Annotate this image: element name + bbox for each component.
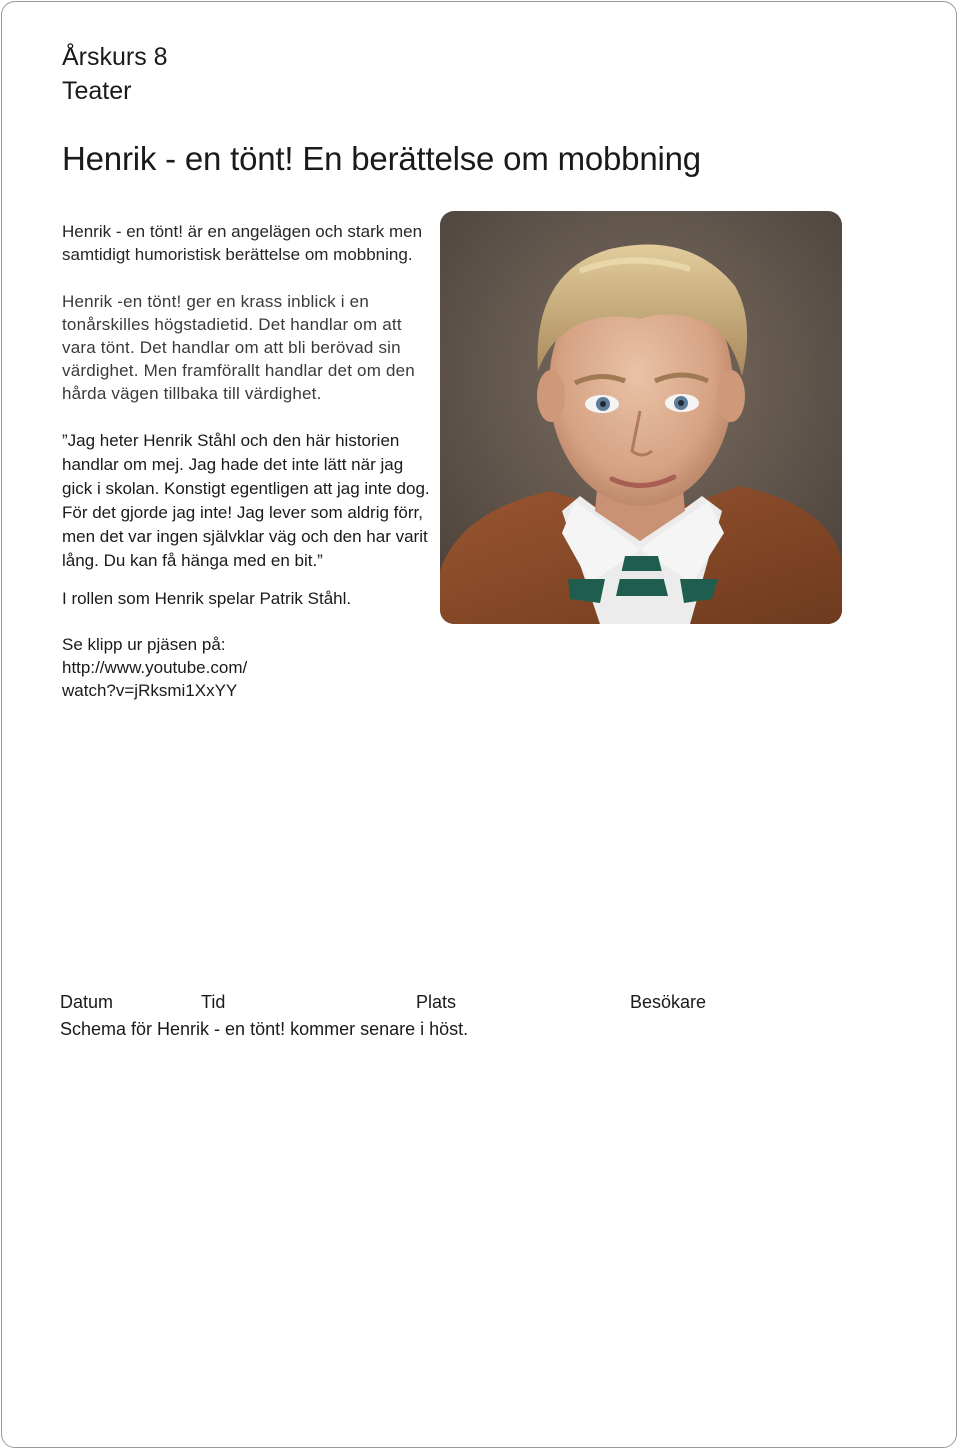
clip-paragraph: [62, 633, 434, 702]
schedule-column-date: Datum: [60, 992, 114, 1012]
portrait-photo: [440, 211, 842, 624]
cast-paragraph: I rollen som Henrik spelar Patrik Ståhl.: [62, 589, 352, 609]
schedule-header-row: [60, 992, 760, 1018]
grade-label: Årskurs 8: [62, 43, 168, 71]
clip-link-line1[interactable]: http://www.youtube.com/: [62, 658, 248, 678]
subject-label: Teater: [62, 77, 132, 105]
clip-label: Se klipp ur pjäsen på:: [62, 635, 226, 655]
page-title: Henrik - en tönt! En berättelse om mobbning: [62, 140, 701, 177]
page-header: [62, 40, 168, 108]
schedule-column-place: Plats: [416, 992, 457, 1012]
quote-paragraph: ”Jag heter Henrik Ståhl och den här historien handlar om mej. Jag hade det inte lätt när jag gick i skolan. Konstigt egentligen att jag inte dog. För det gjorde jag inte! Jag lever som aldrig förr, men det var ingen självklar väg och den har varit lång. Du kan få hänga med en bit.”: [62, 431, 430, 570]
summary-paragraph: Henrik -en tönt! ger en krass inblick i en tonårskilles högstadietid. Det handlar om att vara tönt. Det handlar om att bli berövad sin värdighet. Men framförallt handlar det om den hårda vägen tillbaka till värdighet.: [62, 292, 415, 403]
page-frame: [1, 1, 957, 1448]
schedule-column-visitors: Besökare: [630, 992, 707, 1012]
description-column: [62, 220, 434, 702]
clip-link-line2[interactable]: watch?v=jRksmi1XxYY: [62, 681, 238, 701]
intro-paragraph: Henrik - en tönt! är en angelägen och stark men samtidigt humoristisk berättelse om mobbning.: [62, 222, 423, 264]
boy-portrait-image: [440, 211, 842, 624]
schedule-note: Schema för Henrik - en tönt! kommer senare i höst.: [60, 1019, 469, 1039]
schedule-column-time: Tid: [201, 992, 226, 1012]
